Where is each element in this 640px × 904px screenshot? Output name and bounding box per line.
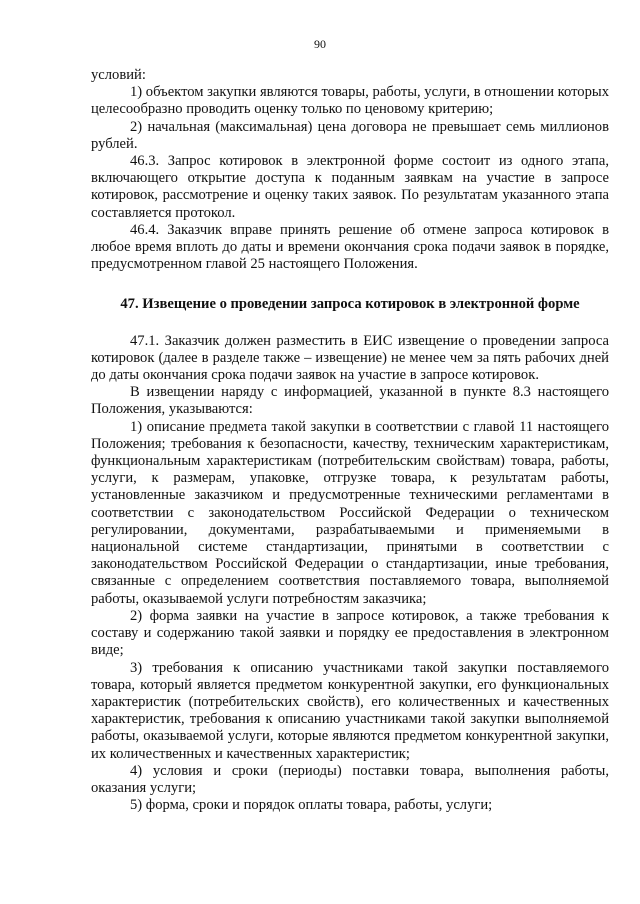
paragraph: условий: (91, 67, 146, 83)
paragraph: В извещении наряду с информацией, указанной в пункте 8.3 настоящего Положения, указываются: (91, 384, 609, 418)
page-number: 90 (314, 37, 326, 51)
paragraph: 4) условия и сроки (периоды) поставки товара, выполнения работы, оказания услуги; (91, 762, 609, 796)
document-body (91, 67, 609, 814)
paragraph: 2) начальная (максимальная) цена договора не превышает семь миллионов рублей. (91, 118, 609, 152)
paragraph: 5) форма, сроки и порядок оплаты товара, работы, услуги; (130, 797, 493, 814)
paragraph: 46.3. Запрос котировок в электронной форме состоит из одного этапа, включающего открытие доступа к поданным заявкам на участие в запросе котировок, рассмотрение и оценку таких заявок. По результатам указанного этапа составляется протокол. (91, 153, 609, 221)
paragraph: 46.4. Заказчик вправе принять решение об отмене запроса котировок в любое время вплоть до даты и времени окончания срока подачи заявок в порядке, предусмотренном главой 25 настоящего Положения. (91, 221, 609, 273)
paragraph: 2) форма заявки на участие в запросе котировок, а также требования к составу и содержанию такой заявки и порядку ее предоставления в электронном виде; (91, 607, 609, 659)
paragraph: 1) описание предмета такой закупки в соответствии с главой 11 настоящего Положения; требования к безопасности, качеству, техническим характеристикам, функциональным характеристикам (потребительским свойствам) товара, работы, услуги, к размерам, упаковке, отгрузке товара, к результатам работы, установленные заказчиком и предусмотренные техническими регламентами в соответствии с законодательством Российской Федерации о техническом регулировании, документами, разрабатываемыми и применяемыми в национальной системе стандартизации, принятыми в соответствии с законодательством Российской Федерации о стандартизации, иные требования, связанные с определением соответствия поставляемого товара, выполняемой работы, оказываемой услуги потребностям заказчика; (91, 418, 609, 607)
paragraph: 47.1. Заказчик должен разместить в ЕИС извещение о проведении запроса котировок (далее в разделе также – извещение) не менее чем за пять рабочих дней до даты окончания срока подачи заявок на участие в запросе котировок. (91, 332, 609, 384)
paragraph: 1) объектом закупки являются товары, работы, услуги, в отношении которых целесообразно проводить оценку только по ценовому критерию; (91, 84, 610, 118)
section-heading: 47. Извещение о проведении запроса котировок в электронной форме (120, 296, 580, 313)
paragraph: 3) требования к описанию участниками такой закупки поставляемого товара, который является предметом конкурентной закупки, его функциональных характеристик (потребительских свойств), его количественных и качественных характеристик, требования к описанию участниками такой закупки выполняемой работы, оказываемой услуги, которые являются предметом конкурентной закупки, их количественных и качественных характеристик; (91, 659, 609, 762)
